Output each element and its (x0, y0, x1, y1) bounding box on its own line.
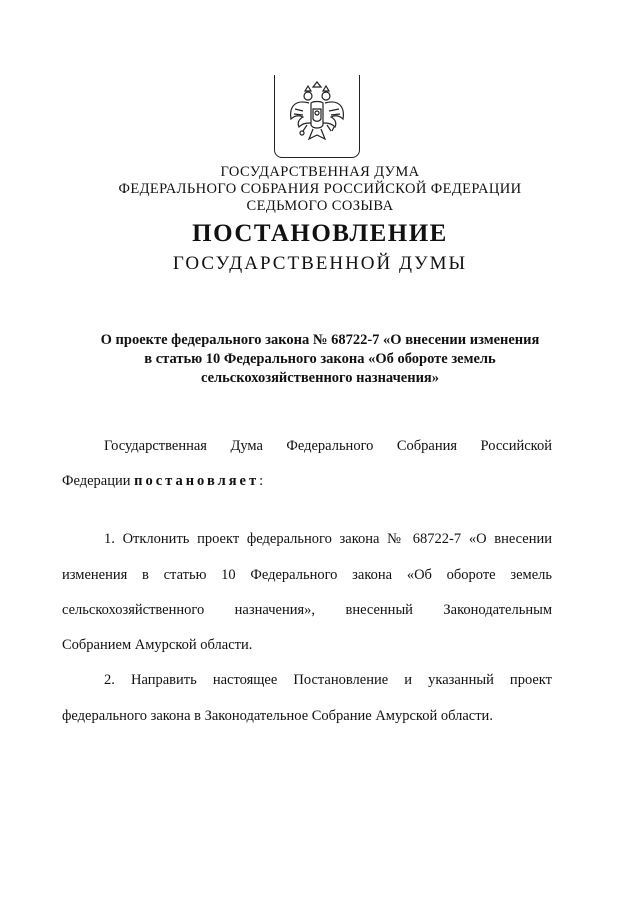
header-convocation: СЕДЬМОГО СОЗЫВА (246, 198, 394, 214)
decree-verb: постановляет (134, 473, 260, 489)
coat-of-arms-emblem (274, 75, 360, 158)
item-1-line-2: изменения в статью 10 Федерального закона «Об обороте земель (62, 567, 552, 583)
subject-line-1: О проекте федерального закона № 68722-7 «О внесении изменения (100, 332, 540, 348)
header-assembly-name: ФЕДЕРАЛЬНОГО СОБРАНИЯ РОССИЙСКОЙ ФЕДЕРАЦИИ (118, 181, 522, 197)
document-subtitle: ГОСУДАРСТВЕННОЙ ДУМЫ (172, 253, 468, 274)
intro-federation-word: Федерации (62, 473, 131, 489)
subject-line-3: сельскохозяйственного назначения» (200, 370, 440, 386)
item-1-line-3: сельскохозяйственного назначения», внесенный Законодательным (62, 602, 552, 618)
item-2-line-1: 2. Направить настоящее Постановление и указанный проект (104, 672, 552, 688)
intro-colon: : (259, 473, 264, 489)
item-2-line-2: федерального закона в Законодательное Собрание Амурской области. (62, 708, 493, 724)
header-chamber-name: ГОСУДАРСТВЕННАЯ ДУМА (220, 164, 420, 180)
double-headed-eagle-icon (285, 81, 349, 151)
document-title: ПОСТАНОВЛЕНИЕ (192, 220, 448, 247)
intro-line-2 (62, 472, 552, 490)
item-1-line-4: Собранием Амурской области. (62, 637, 253, 653)
subject-line-2: в статью 10 Федерального закона «Об обороте земель (144, 351, 496, 367)
item-1-line-1: 1. Отклонить проект федерального закона № 68722-7 «О внесении (104, 531, 552, 547)
intro-line-1: Государственная Дума Федерального Собрания Российской (104, 438, 552, 454)
